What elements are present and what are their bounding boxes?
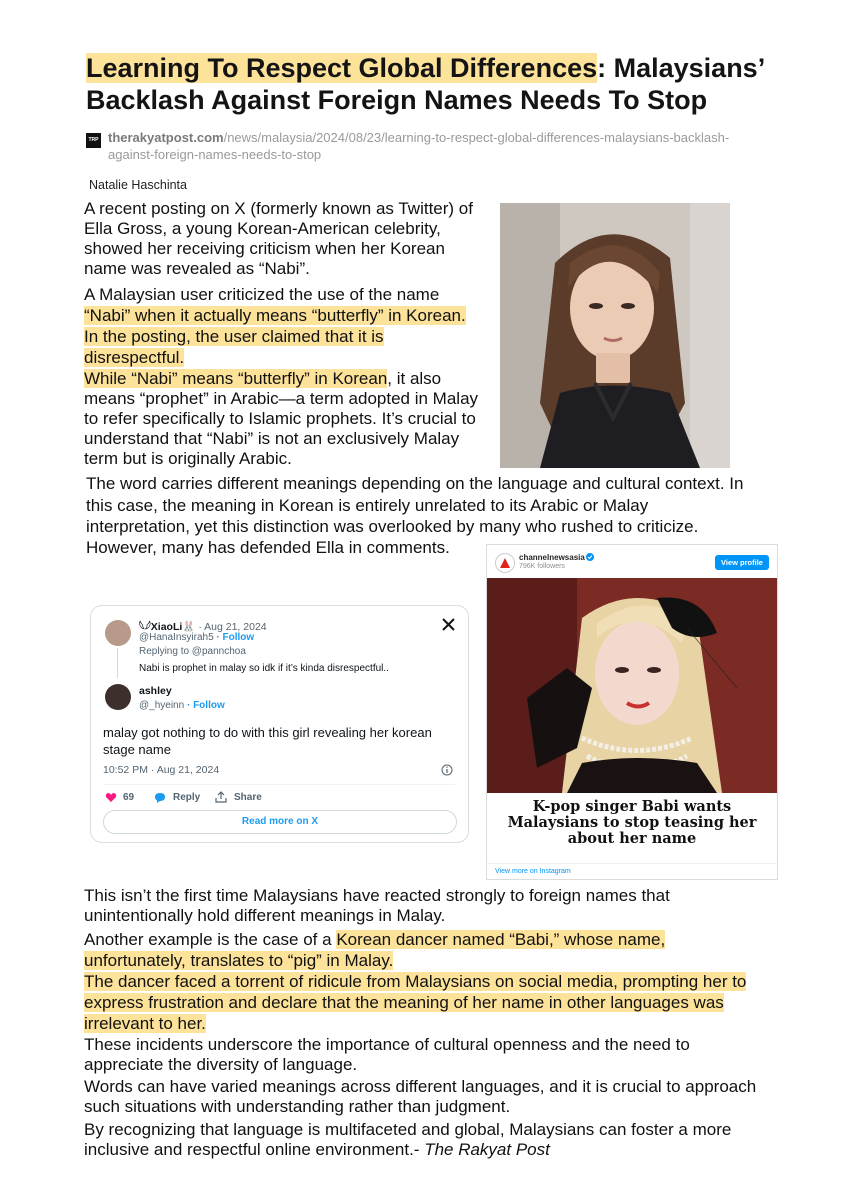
reply-button[interactable]: Reply xyxy=(173,792,201,803)
x-logo-icon[interactable] xyxy=(442,618,455,631)
tweet-user2-handle-row xyxy=(139,700,225,711)
ig-post-caption: K-pop singer Babi wants Malaysians to stop teasing her about her name xyxy=(487,793,777,863)
tweet-user2-text: malay got nothing to do with this girl revealing her korean stage name xyxy=(103,725,432,757)
paragraph-2-plain: A Malaysian user criticized the use of the name xyxy=(84,285,440,304)
cna-logo-icon xyxy=(496,554,514,572)
tweet-user2-name[interactable]: ashley xyxy=(139,685,172,697)
tweet-user1-handle[interactable]: @HanaInsyirah5 xyxy=(139,632,214,643)
paragraph-6: This isn’t the first time Malaysians have reacted strongly to foreign names that unintentionally hold different meanings in Malay. xyxy=(84,886,670,925)
babi-photo-illustration xyxy=(487,578,777,793)
url-domain: therakyatpost.com xyxy=(108,130,224,145)
site-logo-icon: TRP xyxy=(86,133,101,148)
view-profile-button[interactable]: View profile xyxy=(715,555,769,570)
paragraph-5: However, many has defended Ella in comments. xyxy=(86,538,450,557)
heart-icon[interactable] xyxy=(105,792,117,803)
avatar-xiaoli[interactable] xyxy=(105,620,131,646)
tweet-user1-name[interactable]: 𓆩𓆪XiaoLi🐰 · Aug 21, 2024 xyxy=(139,621,267,633)
title-highlight: Learning To Respect Global Differences xyxy=(86,53,598,83)
paragraph-3-highlight: While “Nabi” means “butterfly” in Korean xyxy=(84,369,388,388)
cna-avatar[interactable] xyxy=(495,553,515,573)
divider xyxy=(487,863,777,864)
follow-button-user1[interactable]: · Follow xyxy=(216,632,255,643)
ella-photo-illustration xyxy=(500,203,730,468)
info-icon[interactable] xyxy=(441,764,453,776)
replying-to[interactable]: Replying to @pannchoa xyxy=(139,646,246,657)
ig-account-name[interactable]: channelnewsasia xyxy=(519,553,585,562)
reply-icon[interactable] xyxy=(154,792,166,803)
paragraph-11-plain: By recognizing that language is multifaceted and global, Malaysians can foster a more inclusive and respectful online environment.- xyxy=(84,1120,732,1159)
share-button[interactable]: Share xyxy=(234,792,262,803)
paragraph-4: The word carries different meanings depending on the language and cultural context. In this case, the meaning in Korean is entirely unrelated to its Arabic or Malay interpretation, yet this distinction was overlooked by many who rushed to criticize. xyxy=(86,474,744,536)
thread-line xyxy=(117,648,118,678)
paragraph-3-rest: , it also means “prophet” in Arabic—a term adopted in Malay to refer specifically to Islamic prophets. It’s crucial to understand that “Nabi” is not an exclusively Malay term but is originally Arabic. xyxy=(84,369,479,468)
share-icon[interactable] xyxy=(215,791,227,803)
publication-name: The Rakyat Post xyxy=(424,1140,550,1159)
source-url[interactable] xyxy=(108,129,748,163)
verified-badge-icon xyxy=(586,553,594,561)
paragraph-8 xyxy=(84,971,764,1034)
follow-button-user2[interactable]: · Follow xyxy=(186,700,225,711)
paragraph-7-highlight: Korean dancer named “Babi,” whose name, unfortunately, translates to “pig” in Malay. xyxy=(84,930,666,970)
read-more-on-x-button[interactable]: Read more on X xyxy=(103,810,457,834)
paragraph-7-plain: Another example is the case of a xyxy=(84,930,337,949)
author-byline: Natalie Haschinta xyxy=(89,178,187,192)
paragraph-1: A recent posting on X (formerly known as Twitter) of Ella Gross, a young Korean-American celebrity, showed her receiving criticism when her Korean name was revealed as “Nabi”. xyxy=(84,199,473,278)
paragraph-2 xyxy=(84,284,484,368)
babi-photo[interactable] xyxy=(487,578,777,793)
like-count[interactable]: 69 xyxy=(123,792,135,803)
url-path: /news/malaysia/2024/08/23/learning-to-respect-global-differences-malaysians-backlash-against-foreign-names-needs-to-stop xyxy=(108,130,730,162)
avatar-ashley[interactable] xyxy=(105,684,131,710)
title-rest: : Malaysians’ Backlash Against Foreign Names Needs To Stop xyxy=(86,53,764,115)
paragraph-8-highlight: The dancer faced a torrent of ridicule from Malaysians on social media, prompting her to express frustration and declare that the meaning of her name in other languages was irrelevant to her. xyxy=(84,972,747,1033)
divider xyxy=(103,784,455,785)
paragraph-9: These incidents underscore the importance of cultural openness and the need to appreciate the diversity of language. xyxy=(84,1035,690,1074)
tweet-user1-date: · Aug 21, 2024 xyxy=(198,621,267,633)
embedded-instagram-post[interactable] xyxy=(486,544,778,880)
ig-follower-count: 796K followers xyxy=(519,563,565,570)
tweet-user1-text: Nabi is prophet in malay so idk if it’s kinda disrespectful.. xyxy=(139,663,389,674)
view-more-on-instagram-link[interactable]: View more on Instagram xyxy=(495,868,571,875)
paragraph-11 xyxy=(84,1120,764,1160)
paragraph-7 xyxy=(84,929,764,971)
tweet-user1-handle-row xyxy=(139,632,254,643)
paragraph-10: Words can have varied meanings across different languages, and it is crucial to approach such situations with understanding rather than judgment. xyxy=(84,1077,757,1116)
tweet-timestamp[interactable]: 10:52 PM · Aug 21, 2024 xyxy=(103,764,220,776)
ella-gross-photo xyxy=(500,203,730,468)
article-title xyxy=(86,52,786,116)
paragraph-3 xyxy=(84,369,484,469)
tweet-user2-handle[interactable]: @_hyeinn xyxy=(139,700,185,711)
embedded-tweet[interactable] xyxy=(90,605,469,843)
paragraph-2-highlight: “Nabi” when it actually means “butterfly” in Korean. In the posting, the user claimed that it is disrespectful. xyxy=(84,306,466,367)
